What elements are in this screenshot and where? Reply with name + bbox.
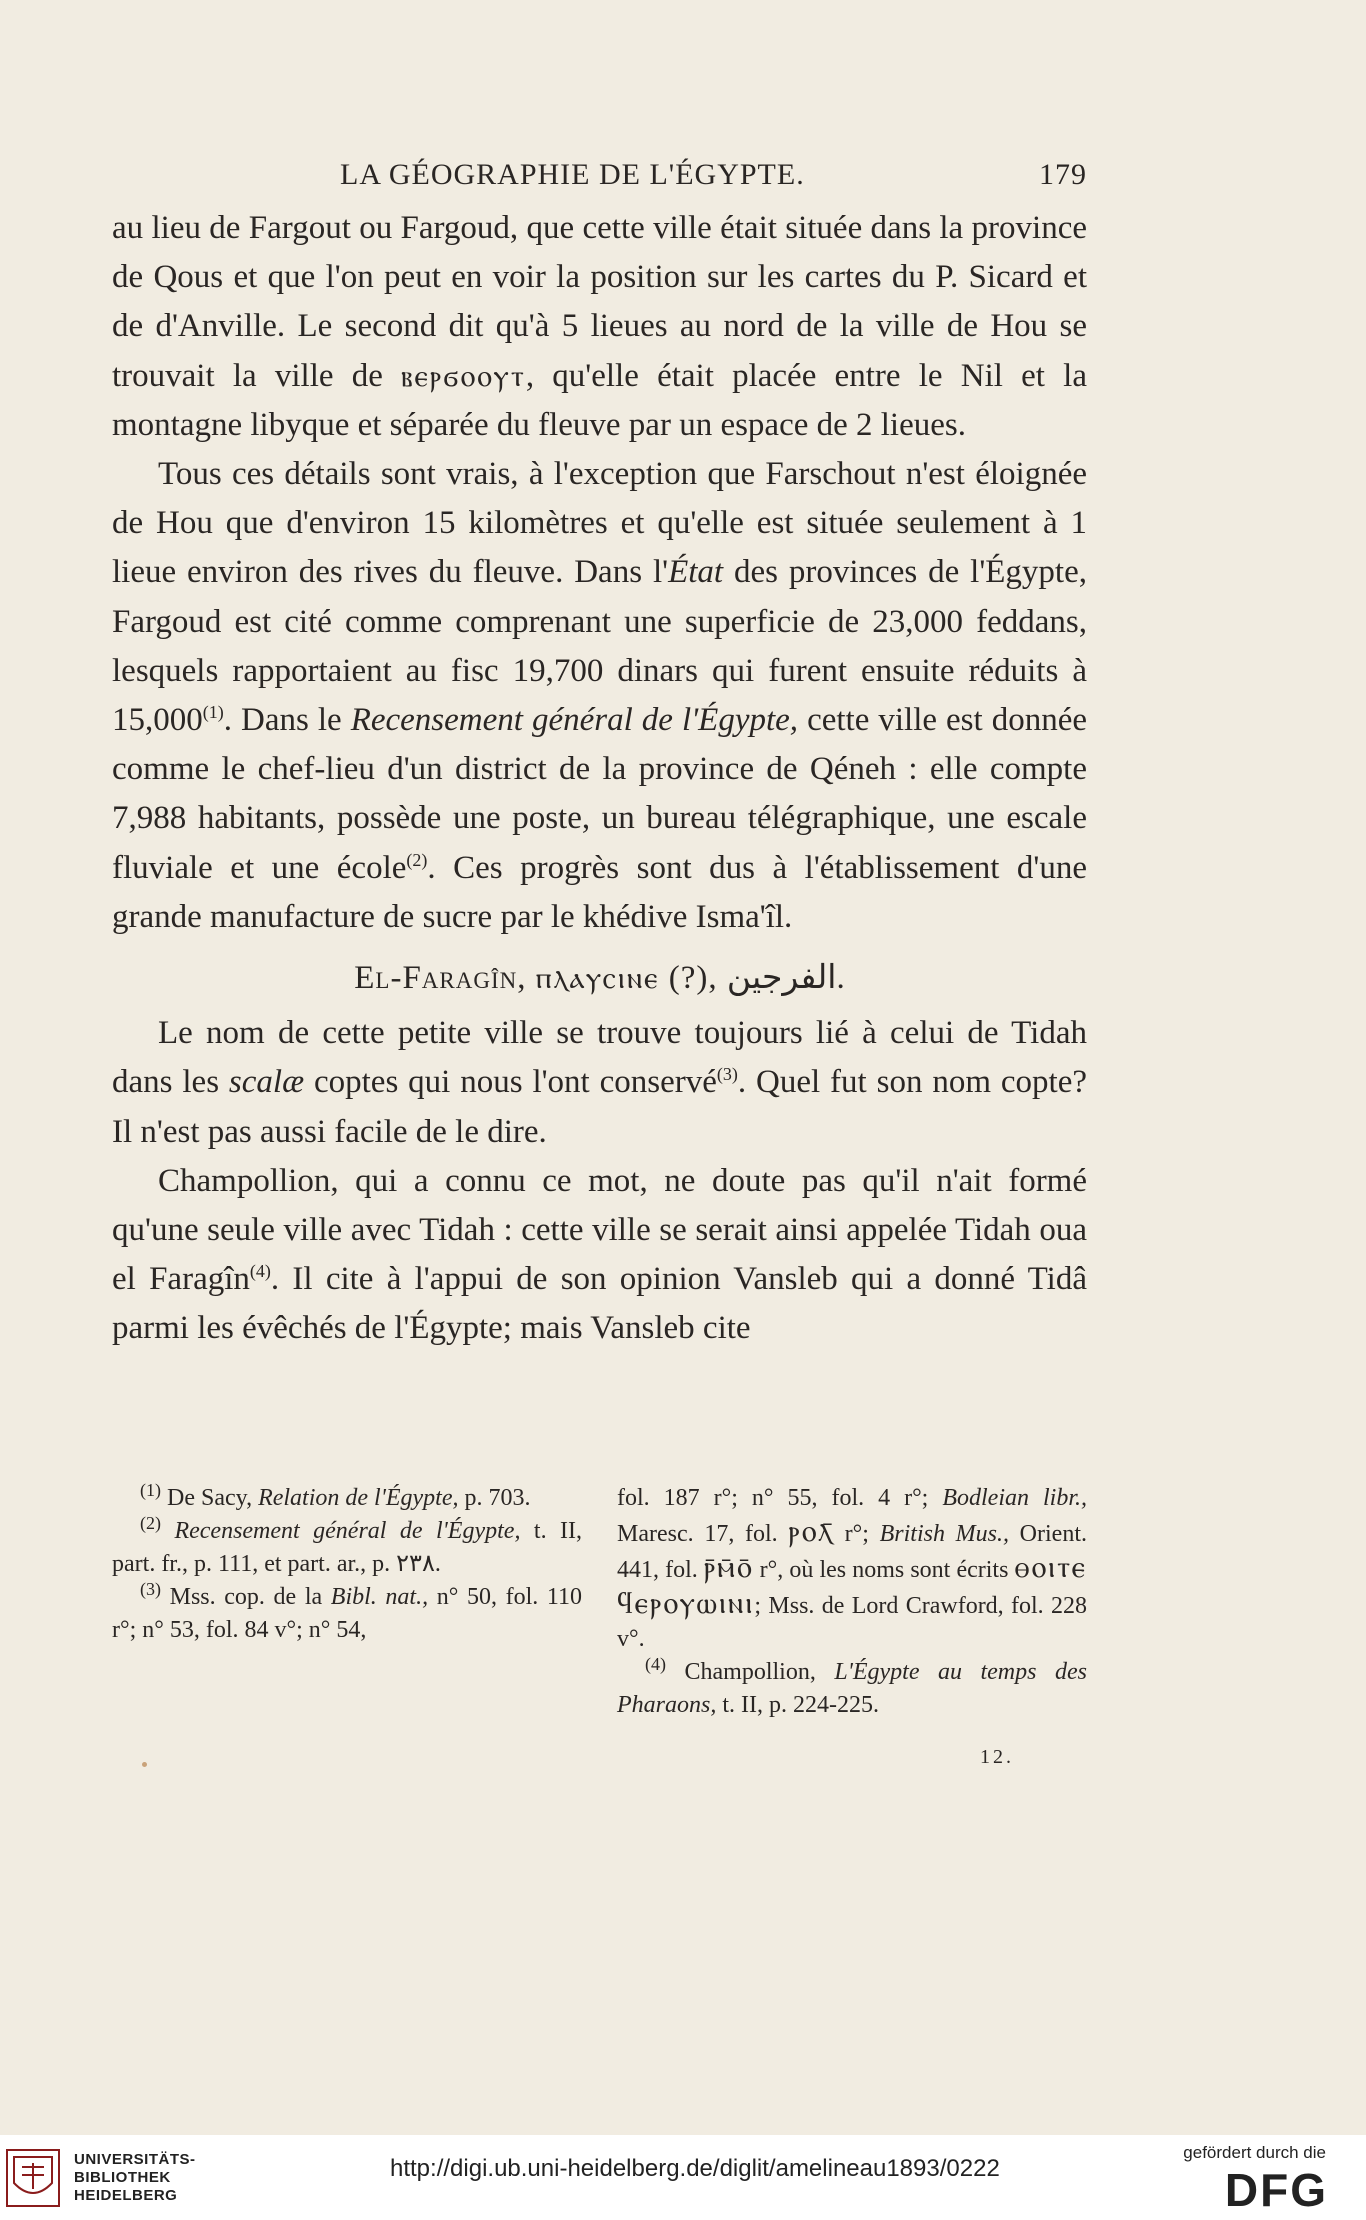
paragraph-2 [112, 450, 1087, 942]
italic-etat: État [668, 554, 724, 591]
text-run: r°, où les noms sont écrits [753, 1557, 1015, 1583]
footnote-column-left [112, 1482, 582, 1722]
permalink[interactable]: http://digi.ub.uni-heidelberg.de/diglit/amelineau1893/0222 [390, 2155, 1000, 2182]
library-name [74, 2151, 196, 2205]
page-number: 179 [1039, 158, 1087, 191]
text-run: De Sacy, [161, 1485, 259, 1511]
section-coptic: ⲡⲗⲁⲩⲥⲓⲛⲉ [535, 962, 660, 996]
text-run: des provinces de l'Égypte, Fargoud est cité comme comprenant une superficie de 23,000 feddans, lesquels rapportaient au fisc 19,700 dinars qui furent ensuite réduits à 15,000 [112, 554, 1087, 739]
footnote-mark: (4) [645, 1654, 666, 1674]
text-run: . Quel fut son nom copte? Il n'est pas aussi facile de le dire. [112, 1064, 1087, 1150]
footnote-3-continued [617, 1482, 1087, 1656]
coptic-word: ⲃⲉⲣϭⲟⲟⲩⲧ [401, 359, 526, 393]
digitization-footer [0, 2135, 1366, 2220]
paragraph-3 [112, 1009, 1087, 1157]
italic-title: British Mus., [879, 1521, 1009, 1547]
paragraph-4 [112, 1157, 1087, 1354]
text-run: Le nom de cette petite ville se trouve toujours lié à celui de Tidah dans les [112, 1015, 1087, 1101]
footnote-mark: (1) [140, 1480, 161, 1500]
italic-title: L'Égypte au temps des Pharaons, [617, 1659, 1087, 1718]
text-run: Tous ces détails sont vrais, à l'exception que Farschout n'est éloignée de Hou que d'environ 15 kilomètres et qu'elle est située seulement à 1 lieue environ des rives du fleuve. Dans l' [112, 456, 1087, 591]
footnote-3 [112, 1581, 582, 1647]
paragraph-1 [112, 204, 1087, 450]
footnote-ref-4[interactable]: (4) [249, 1261, 271, 1282]
italic-recensement: Recensement général de l'Égypte, [350, 702, 799, 739]
main-text [112, 204, 1087, 1354]
text-run: . Ces progrès sont dus à l'établissement d'une grande manufacture de sucre par le khédive Isma'îl. [112, 849, 1087, 935]
university-seal-icon [6, 2149, 60, 2207]
ink-dot [142, 1762, 147, 1767]
italic-title: Relation de l'Égypte, [258, 1485, 459, 1511]
text-run: Maresc. 17, fol. [617, 1521, 789, 1547]
coptic-numeral: ⲣⲟⲗ̄ [788, 1515, 834, 1548]
funding-caption: gefördert durch die [1183, 2143, 1326, 2162]
coptic-numeral: ⲣ̄ⲙ̄ⲟ̄ [703, 1551, 754, 1584]
footnote-column-right [617, 1482, 1087, 1722]
footnote-ref-3[interactable]: (3) [716, 1064, 738, 1085]
footnote-mark: (2) [140, 1513, 161, 1533]
footnotes [112, 1482, 1087, 1722]
section-arabic: الفرجين [726, 960, 837, 997]
running-title: LA GÉOGRAPHIE DE L'ÉGYPTE. [340, 158, 805, 191]
footnote-ref-1[interactable]: (1) [202, 702, 224, 723]
text-run: n° 50, fol. 110 r°; n° 53, fol. 84 v°; n° 54, [112, 1584, 582, 1643]
footnote-ref-2[interactable]: (2) [406, 849, 428, 870]
signature-mark: 12. [980, 1746, 1014, 1768]
text-run: Mss. cop. de la [161, 1584, 331, 1610]
text-run: t. II, part. fr., p. 111, et part. ar., p. ٢٣٨. [112, 1518, 582, 1577]
section-name: El-Faragîn, [354, 960, 527, 997]
footnote-4 [617, 1656, 1087, 1722]
footnote-2 [112, 1515, 582, 1581]
footnote-mark: (3) [140, 1579, 161, 1599]
section-query: (?), [659, 960, 727, 997]
text-run: r°; [833, 1521, 880, 1547]
text-run: ; Mss. de Lord Crawford, fol. 228 v°. [617, 1593, 1087, 1652]
footnote-1 [112, 1482, 582, 1515]
text-run: . Il cite à l'appui de son opinion Vansleb qui a donné Tidâ parmi les évêchés de l'Égypte; mais Vansleb cite [112, 1261, 1087, 1347]
coptic-words: ⲑⲟⲓⲧⲉ ϥⲉⲣⲟⲩⲱⲓⲛⲓ [617, 1551, 1087, 1620]
section-end: . [836, 960, 845, 997]
text-run: Champollion, [666, 1659, 835, 1685]
text-run: fol. 187 r°; n° 55, fol. 4 r°; [617, 1485, 943, 1511]
text-run: p. 703. [458, 1485, 531, 1511]
dfg-logo: DFG [1224, 2164, 1328, 2216]
text-run: . Dans le [223, 702, 351, 739]
text-run: Champollion, qui a connu ce mot, ne doute pas qu'il n'ait formé qu'une seule ville avec Tidah : cette ville se serait ainsi appelée Tidah oua el Faragîn [112, 1162, 1087, 1298]
section-heading [112, 954, 1087, 1003]
text-run: coptes qui nous l'ont conservé [304, 1064, 717, 1101]
library-line: BIBLIOTHEK [74, 2169, 171, 2186]
text-run: cette ville est donnée comme le chef-lieu d'un district de la province de Qéneh : elle compte 7,988 habitants, possède une poste, un bureau télégraphique, une escale fluviale et une école [112, 702, 1087, 886]
text-run: , qu'elle était placée entre le Nil et la montagne libyque et séparée du fleuve par un espace de 2 lieues. [112, 357, 1087, 443]
italic-scalae: scalæ [228, 1064, 305, 1101]
library-line: HEIDELBERG [74, 2187, 178, 2204]
text-run: Orient. 441, fol. [617, 1521, 1087, 1583]
text-run: au lieu de Fargout ou Fargoud, que cette ville était située dans la province de Qous et que l'on peut en voir la position sur les cartes du P. Sicard et de d'Anville. Le second dit qu'à 5 lieues au nord de la ville de Hou se trouvait la ville de [112, 210, 1087, 394]
library-line: UNIVERSITÄTS- [74, 2151, 196, 2168]
italic-title: Bodleian libr., [942, 1485, 1087, 1511]
text-run: t. II, p. 224-225. [716, 1692, 879, 1718]
italic-title: Recensement général de l'Égypte, [161, 1518, 521, 1544]
italic-title: Bibl. nat., [330, 1584, 429, 1610]
